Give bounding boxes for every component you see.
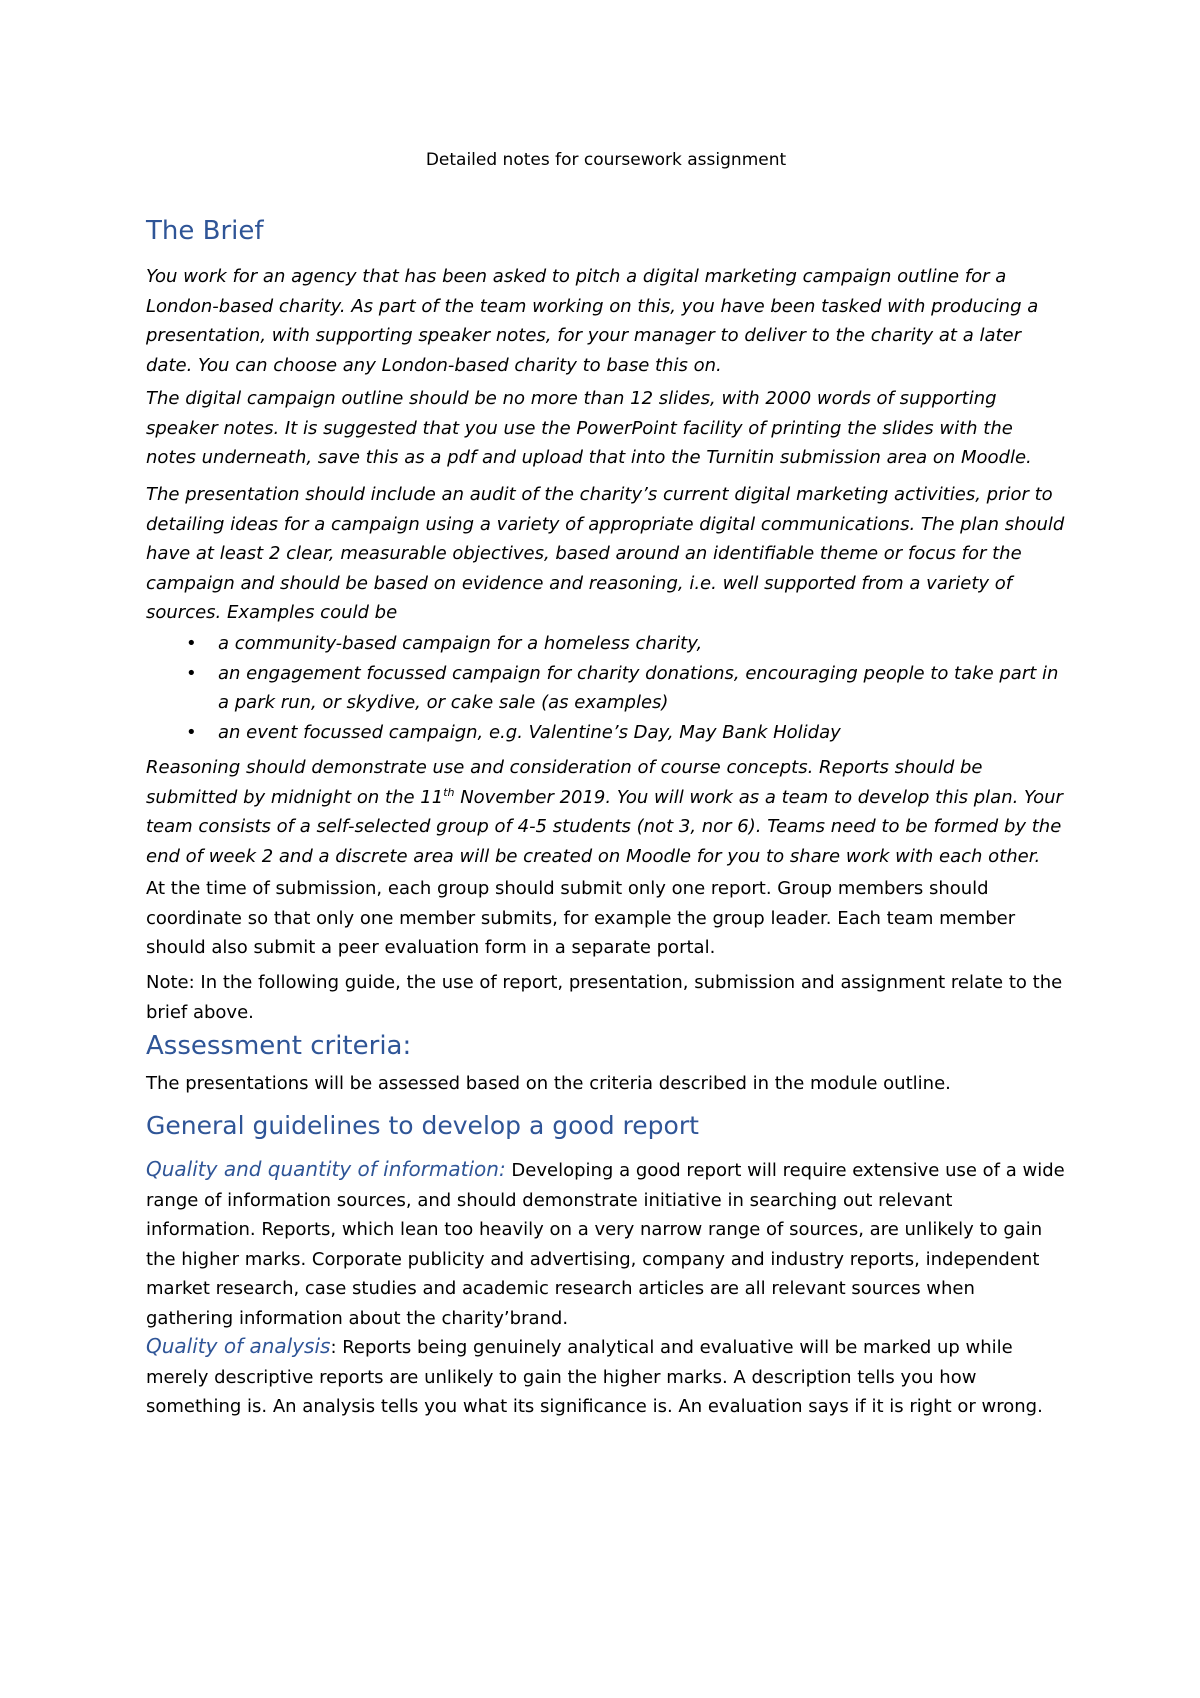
list-item: [146, 659, 1066, 718]
list-item: [146, 718, 1066, 748]
list-item-text: an engagement focussed campaign for charity donations, encouraging people to take part in a park run, or skydive, or cake sale (as examples): [218, 662, 1059, 714]
brief-paragraph-1: You work for an agency that has been asked to pitch a digital marketing campaign outline for a London-based charity. As part of the team working on this, you have been tasked with producing a presentation, with supporting speaker notes, for your manager to deliver to the charity at a later date. You can choose any London-based charity to base this on.: [146, 266, 1039, 376]
heading-the-brief: The Brief: [146, 216, 264, 246]
bullet-icon: •: [186, 662, 197, 684]
brief-paragraph-4: [146, 753, 1066, 871]
quality-quantity-paragraph: [146, 1155, 1066, 1334]
deadline-text-start: Reasoning should demonstrate use and consideration of course concepts. Reports should be submitted by midnight on the 11: [146, 757, 983, 808]
heading-general-guidelines: General guidelines to develop a good report: [146, 1111, 699, 1140]
brief-paragraph-2: The digital campaign outline should be no more than 12 slides, with 2000 words of supporting speaker notes. It is suggested that you use the PowerPoint facility of printing the slides with the notes underneath, save this as a pdf and upload that into the Turnitin submission area on Moodle.: [146, 388, 1032, 469]
quality-analysis-paragraph: [146, 1332, 1066, 1422]
list-item-text: a community-based campaign for a homeless charity,: [218, 633, 703, 654]
deadline-text-end: November 2019. You will work as a team to develop this plan. Your team consists of a self-selected group of 4-5 students (not 3, nor 6). Teams need to be formed by the end of week 2 and a discrete area will be created on Moodle for you to share work with each other.: [146, 786, 1063, 867]
quality-analysis-label: Quality of analysis: [146, 1334, 331, 1358]
examples-list: [146, 629, 1066, 747]
document-title: Detailed notes for coursework assignment: [425, 150, 787, 170]
quality-quantity-label: Quality and quantity of information:: [146, 1157, 506, 1181]
bullet-icon: •: [186, 721, 197, 743]
brief-note-paragraph: Note: In the following guide, the use of report, presentation, submission and assignment relate to the brief above.: [146, 972, 1063, 1023]
list-item-text: an event focussed campaign, e.g. Valentine’s Day, May Bank Holiday: [218, 721, 841, 743]
list-item: [146, 629, 1066, 659]
heading-assessment-criteria: Assessment criteria:: [146, 1031, 412, 1061]
ordinal-suffix: th: [443, 785, 455, 799]
quality-quantity-text: Developing a good report will require extensive use of a wide range of information sources, and should demonstrate initiative in searching out relevant information. Reports, which lean too heavily on a very narrow range of sources, are unlikely to gain the higher marks. Corporate publicity and advertising, company and industry reports, independent market research, case studies and academic research articles are all relevant sources when gathering information about the charity’brand.: [146, 1160, 1065, 1329]
bullet-icon: •: [186, 633, 197, 654]
brief-paragraph-3: The presentation should include an audit of the charity’s current digital marketing activities, prior to detailing ideas for a campaign using a variety of appropriate digital communications. The plan should have at least 2 clear, measurable objectives, based around an identifiable theme or focus for the campaign and should be based on evidence and reasoning, i.e. well supported from a variety of sources. Examples could be: [146, 484, 1065, 624]
assessment-text: The presentations will be assessed based on the criteria described in the module outline.: [146, 1073, 951, 1094]
quality-analysis-text: : Reports being genuinely analytical and evaluative will be marked up while merely descriptive reports are unlikely to gain the higher marks. A description tells you how something is. An analysis tells you what its significance is. An evaluation says if it is right or wrong.: [146, 1337, 1043, 1418]
brief-paragraph-5: At the time of submission, each group should submit only one report. Group members should coordinate so that only one member submits, for example the group leader. Each team member should also submit a peer evaluation form in a separate portal.: [146, 878, 1016, 959]
